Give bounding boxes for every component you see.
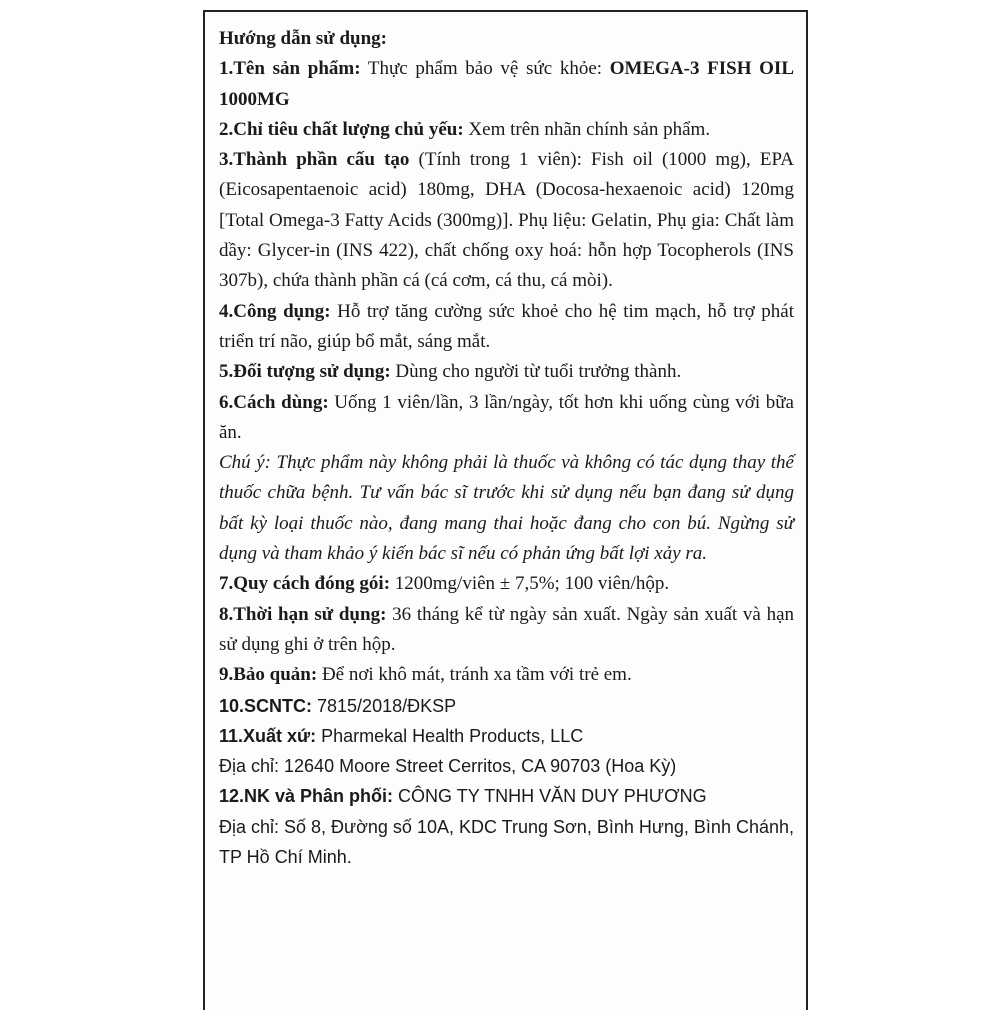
section-text: 1200mg/viên ± 7,5%; 100 viên/hộp. [390,573,670,595]
origin-address: Địa chỉ: 12640 Moore Street Cerritos, CA 90703 (Hoa Kỳ) [219,756,677,777]
product-name: OMEGA-3 FISH OIL 1000MG [219,58,795,110]
section-registration [219,691,794,721]
section-packaging [219,569,794,599]
section-quality [219,115,794,145]
distributor-address: Địa chỉ: Số 8, Đường số 10A, KDC Trung Sơn, Bình Hưng, Bình Chánh, TP Hồ Chí Minh. [219,816,794,868]
section-label: 11.Xuất xứ: [219,725,317,746]
usage-heading: Hướng dẫn sử dụng: [219,28,387,49]
section-text: Pharmekal Health Products, LLC [316,725,584,746]
section-label: 6.Cách dùng: [219,391,329,413]
product-label [203,10,808,1010]
section-label: 9.Bảo quản: [219,664,318,686]
section-storage [219,660,794,690]
label-content [219,24,794,872]
section-label: 4.Công dụng: [219,300,331,322]
section-dosage [219,388,794,449]
section-distributor [219,781,794,811]
section-label: 7.Quy cách đóng gói: [219,573,391,595]
section-text: Dùng cho người từ tuổi trưởng thành. [390,361,682,383]
section-uses [219,297,794,358]
section-label: 2.Chỉ tiêu chất lượng chủ yếu: [219,118,464,140]
section-text: Thực phẩm bảo vệ sức khỏe: [360,58,610,80]
section-product-name [219,54,794,115]
section-text: (Tính trong 1 viên): Fish oil (1000 mg), EPA (Eicosapentaenoic acid) 180mg, DHA (Docosa-hexaenoic acid) 120mg [Total Omega-3 Fatty Acids (300mg)]. Phụ liệu: Gelatin, Phụ gia: Chất làm dầy: Glycer-in (INS 422), chất chống oxy hoá: hỗn hợp Tocopherols (INS 307b), chứa thành phần cá (cá cơm, cá thu, cá mòi). [219,149,794,292]
section-label: 8.Thời hạn sử dụng: [219,603,387,625]
section-shelf-life [219,600,794,661]
section-label: 1.Tên sản phẩm: [219,58,361,80]
section-origin [219,721,794,751]
section-text: 7815/2018/ĐKSP [312,695,457,716]
section-label: 12.NK và Phân phối: [219,786,394,807]
section-label: 10.SCNTC: [219,695,313,716]
section-label: 5.Đối tượng sử dụng: [219,361,391,383]
section-label: 3.Thành phần cấu tạo [219,149,410,171]
section-text: CÔNG TY TNHH VĂN DUY PHƯƠNG [393,786,707,807]
section-ingredients [219,145,794,296]
section-text: Xem trên nhãn chính sản phẩm. [463,118,711,140]
section-text: Để nơi khô mát, tránh xa tầm với trẻ em. [317,664,632,686]
section-text: Uống 1 viên/lần, 3 lần/ngày, tốt hơn khi uống cùng với bữa ăn. [219,391,794,443]
caution-note: Chú ý: Thực phẩm này không phải là thuốc và không có tác dụng thay thế thuốc chữa bệnh. Tư vấn bác sĩ trước khi sử dụng nếu bạn đang sử dụng bất kỳ loại thuốc nào, đang mang thai hoặc đang cho con bú. Ngừng sử dụng và tham khảo ý kiến bác sĩ nếu có phản ứng bất lợi xảy ra. [219,452,794,565]
section-text: 36 tháng kể từ ngày sản xuất. Ngày sản xuất và hạn sử dụng ghi ở trên hộp. [219,603,794,655]
section-text: Hỗ trợ tăng cường sức khoẻ cho hệ tim mạch, hỗ trợ phát triển trí não, giúp bổ mắt, sáng mắt. [219,300,794,352]
section-target-users [219,357,794,387]
